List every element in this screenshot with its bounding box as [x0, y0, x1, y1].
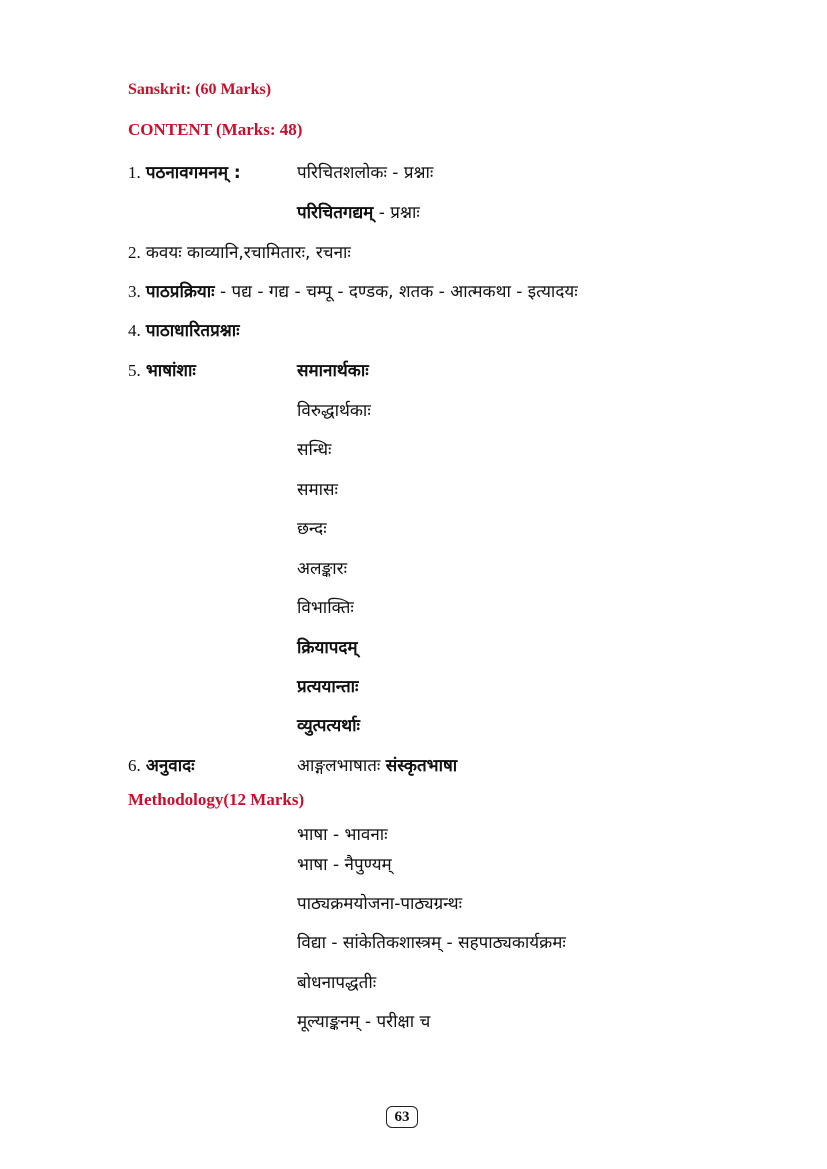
- item-6-text-plain: आङ्गलभाषातः: [297, 756, 386, 776]
- item-3-number: 3.: [128, 282, 141, 301]
- item-5-sub-5: छन्दः: [297, 519, 327, 539]
- item-5-sub-3: सन्धिः: [297, 440, 332, 460]
- item-4-label: पाठाधारितप्रश्नाः: [145, 321, 240, 341]
- item-5-sub-8: क्रियापदम्: [297, 638, 358, 658]
- item-5-sub-1: समानार्थकाः: [297, 361, 369, 381]
- item-5-label: भाषांशाः: [145, 361, 196, 381]
- methodology-item-5: बोधनापद्धतीः: [297, 973, 377, 993]
- item-5-sub-6: अलङ्कारः: [297, 559, 348, 579]
- item-4-number: 4.: [128, 321, 141, 340]
- methodology-item-3: पाठ्यक्रमयोजना-पाठ्यग्रन्थः: [297, 894, 462, 914]
- methodology-item-1: भाषा - भावनाः: [297, 825, 388, 845]
- methodology-item-2: भाषा - नैपुण्यम्: [297, 855, 392, 875]
- item-6-text: [297, 753, 457, 776]
- item-2-text: कवयः काव्यानि,रचामितारः, रचनाः: [145, 243, 351, 263]
- item-1: [128, 160, 241, 183]
- item-1-label: पठनावगमनम् :: [145, 163, 241, 183]
- item-5-sub-9: प्रत्ययान्ताः: [297, 677, 359, 697]
- item-5-sub-2: विरुद्धार्थकाः: [297, 401, 371, 421]
- item-1-sub-2-rest: - प्रश्नाः: [373, 203, 420, 223]
- item-1-sub-1: परिचितशलोकः - प्रश्नाः: [297, 163, 434, 183]
- item-4: [128, 318, 240, 341]
- item-6-label: अनुवादः: [145, 756, 195, 776]
- item-5-sub-10: व्युत्पत्यर्थाः: [297, 716, 360, 736]
- heading-sanskrit: Sanskrit: (60 Marks): [128, 81, 272, 98]
- item-2-number: 2.: [128, 243, 141, 262]
- item-3: [128, 279, 578, 302]
- item-1-sub-2: [297, 200, 420, 223]
- item-6: [128, 753, 195, 776]
- item-6-text-bold: संस्कृतभाषा: [385, 756, 458, 776]
- page-number: 63: [386, 1106, 418, 1128]
- item-3-text: - पद्य - गद्य - चम्पू - दण्डक, शतक - आत्मकथा - इत्यादयः: [214, 282, 578, 302]
- item-1-number: 1.: [128, 163, 141, 182]
- heading-methodology: Methodology(12 Marks): [128, 790, 305, 809]
- methodology-item-6: मूल्याङ्कनम् - परीक्षा च: [297, 1012, 431, 1032]
- item-3-label: पाठप्रक्रियाः: [145, 282, 215, 302]
- item-1-sub-2-bold: परिचितगद्यम्: [297, 203, 374, 223]
- item-5-number: 5.: [128, 361, 141, 380]
- item-6-number: 6.: [128, 756, 141, 775]
- item-5-sub-4: समासः: [297, 480, 338, 500]
- item-2: [128, 240, 351, 263]
- methodology-item-4: विद्या - सांकेतिकशास्त्रम् - सहपाठ्यकार्यक्रमः: [297, 933, 566, 953]
- heading-content: CONTENT (Marks: 48): [128, 120, 303, 139]
- item-5: [128, 358, 196, 381]
- item-5-sub-7: विभाक्तिः: [297, 598, 354, 618]
